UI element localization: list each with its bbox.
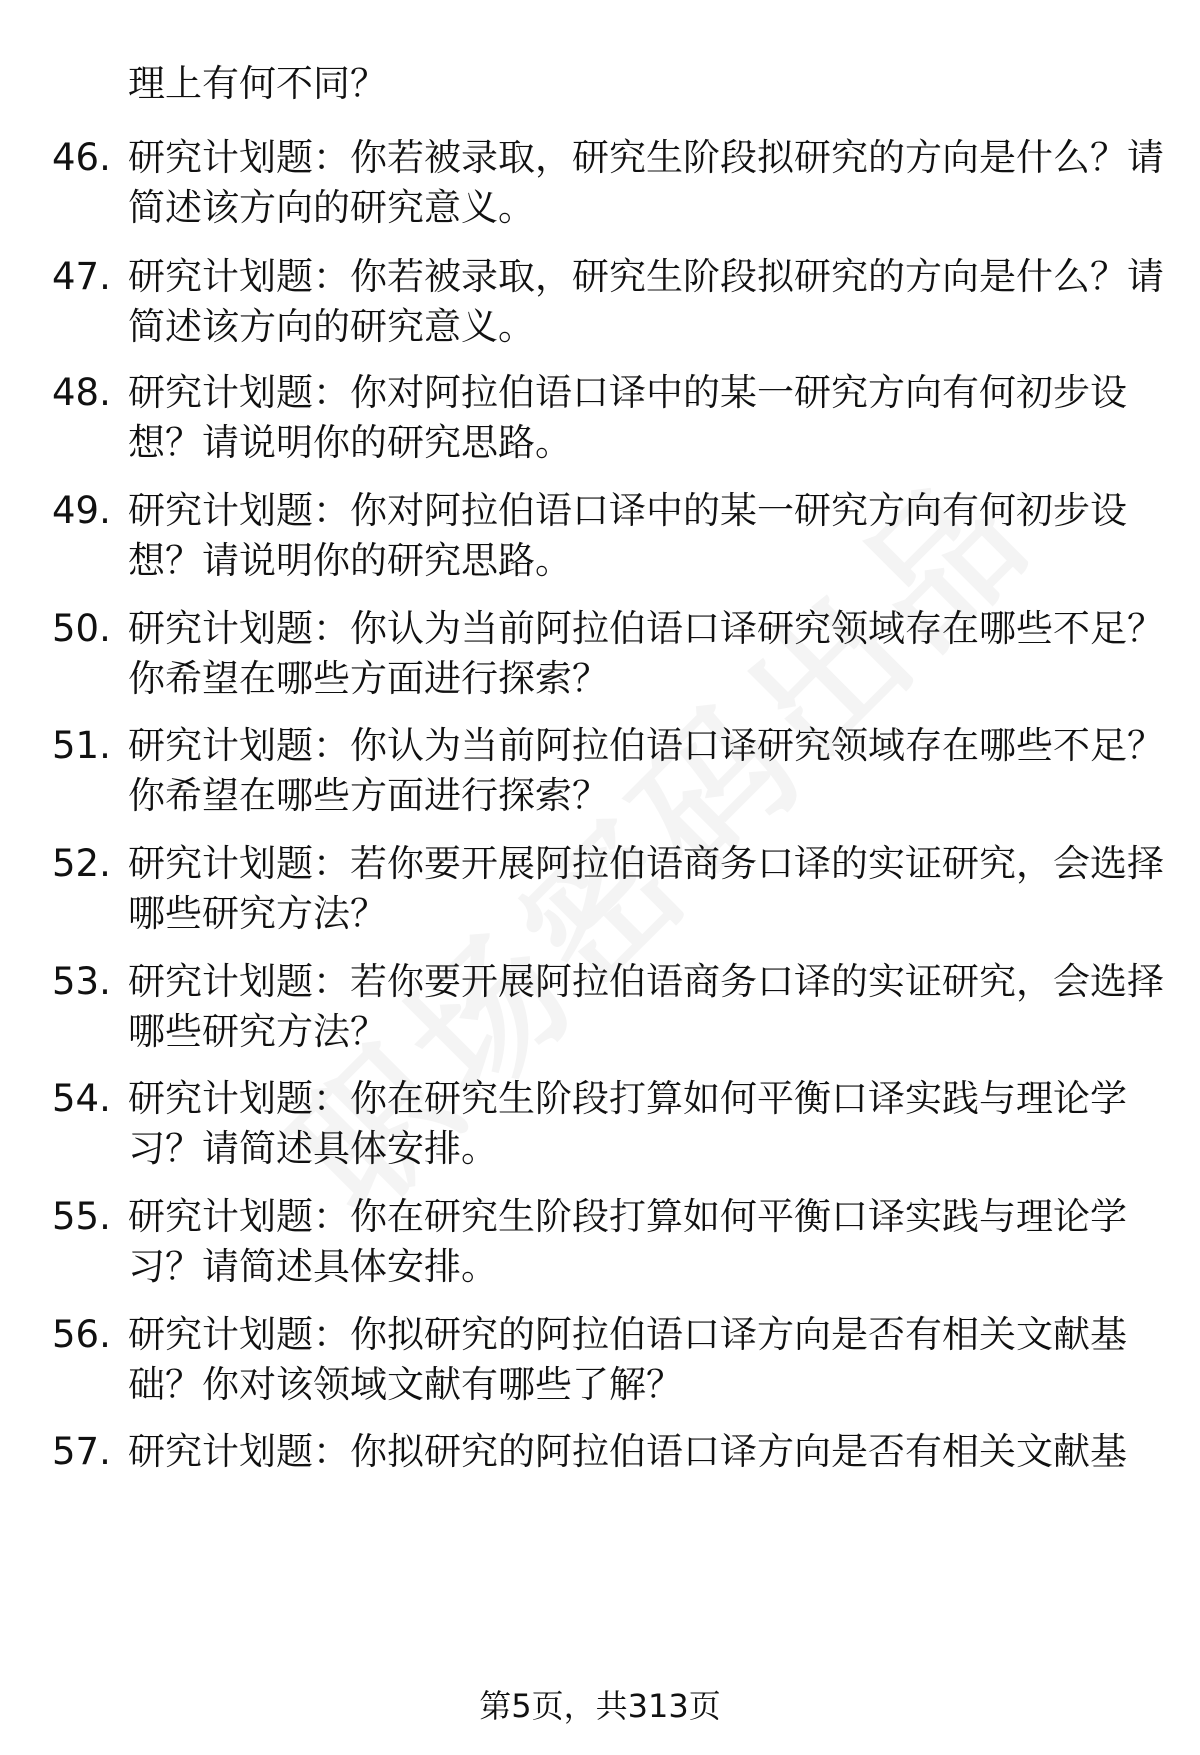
- item-text-line1: 研究计划题：若你要开展阿拉伯语商务口译的实证研究，会选择: [128, 960, 1164, 1003]
- item-text-line1: 研究计划题：你对阿拉伯语口译中的某一研究方向有何初步设: [128, 371, 1127, 414]
- item-text-line2: 想？请说明你的研究思路。: [128, 539, 572, 582]
- item-number: 51.: [52, 724, 111, 767]
- item-text-line1: 研究计划题：你在研究生阶段打算如何平衡口译实践与理论学: [128, 1195, 1127, 1238]
- item-text-line2: 础？你对该领域文献有哪些了解？: [128, 1363, 683, 1406]
- continuation-text: 理上有何不同？: [128, 62, 387, 105]
- item-text-line1: 研究计划题：你认为当前阿拉伯语口译研究领域存在哪些不足？: [128, 607, 1164, 650]
- item-text-line2: 你希望在哪些方面进行探索？: [128, 774, 609, 817]
- item-text-line2: 哪些研究方法？: [128, 1010, 387, 1053]
- item-text-line1: 研究计划题：你若被录取，研究生阶段拟研究的方向是什么？请: [128, 255, 1164, 298]
- item-number: 47.: [52, 255, 111, 298]
- item-text-line2: 简述该方向的研究意义。: [128, 305, 535, 348]
- item-text-line1: 研究计划题：你认为当前阿拉伯语口译研究领域存在哪些不足？: [128, 724, 1164, 767]
- item-number: 55.: [52, 1195, 111, 1238]
- item-number: 50.: [52, 607, 111, 650]
- item-number: 46.: [52, 136, 111, 179]
- item-number: 48.: [52, 371, 111, 414]
- item-number: 56.: [52, 1313, 111, 1356]
- item-text-line1: 研究计划题：若你要开展阿拉伯语商务口译的实证研究，会选择: [128, 842, 1164, 885]
- item-text-line1: 研究计划题：你在研究生阶段打算如何平衡口译实践与理论学: [128, 1077, 1127, 1120]
- item-text-line2: 你希望在哪些方面进行探索？: [128, 657, 609, 700]
- page-footer: 第5页，共313页: [479, 1687, 721, 1725]
- item-text-line1: 研究计划题：你拟研究的阿拉伯语口译方向是否有相关文献基: [128, 1313, 1127, 1356]
- item-text-line1: 研究计划题：你拟研究的阿拉伯语口译方向是否有相关文献基: [128, 1430, 1127, 1473]
- item-number: 57.: [52, 1430, 111, 1473]
- item-text-line2: 简述该方向的研究意义。: [128, 186, 535, 229]
- item-text-line2: 想？请说明你的研究思路。: [128, 421, 572, 464]
- item-number: 52.: [52, 842, 111, 885]
- item-text-line2: 习？请简述具体安排。: [128, 1245, 498, 1288]
- item-text-line1: 研究计划题：你若被录取，研究生阶段拟研究的方向是什么？请: [128, 136, 1164, 179]
- item-text-line2: 哪些研究方法？: [128, 892, 387, 935]
- item-number: 53.: [52, 960, 111, 1003]
- item-text-line2: 习？请简述具体安排。: [128, 1127, 498, 1170]
- item-text-line1: 研究计划题：你对阿拉伯语口译中的某一研究方向有何初步设: [128, 489, 1127, 532]
- item-number: 54.: [52, 1077, 111, 1120]
- item-number: 49.: [52, 489, 111, 532]
